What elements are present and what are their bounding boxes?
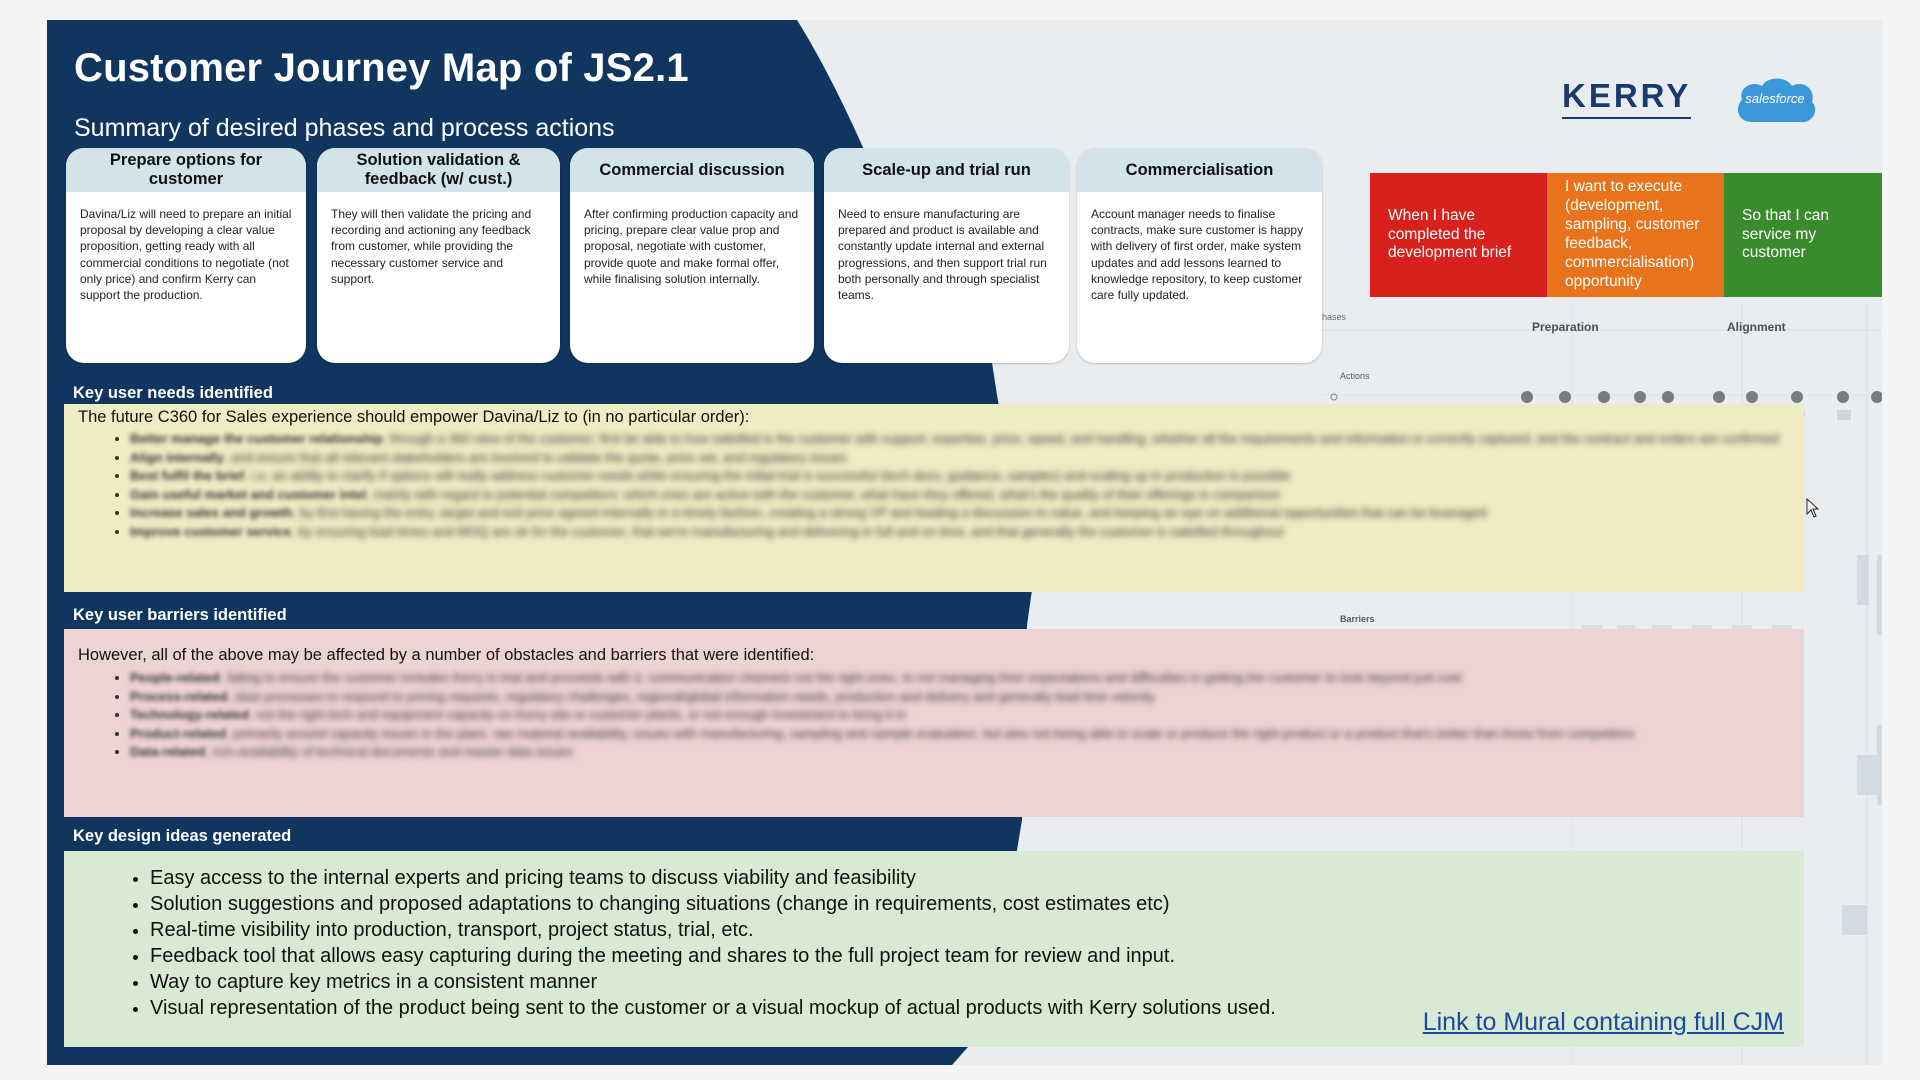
bg-map-alignment-label: Alignment [1727,320,1786,334]
barriers-list [108,669,1780,762]
phase-card-solution-validation [317,148,560,363]
journey-map-slide [47,20,1882,1065]
mouse-cursor-icon [1806,498,1820,518]
phase-card-scale-up [824,148,1069,363]
list-item: • Data-related, non-availability of technical documents and master data issues [130,743,1780,762]
bg-map-phases-label: hases [1322,312,1347,322]
list-item: • Feedback tool that allows easy capturing during the meeting and shares to the full project team for review and input. [150,943,1276,969]
list-item: • Improve customer service, by ensuring lead times and MOQ are ok for the customer, that we're manufacturing and delivering in full and on time, and that generally the customer is satisfied throughout [130,523,1780,542]
list-item: • Technology-related, not the right tech and equipment capacity on Kerry site or customer plants, or not enough investment to bring it in [130,706,1780,725]
phase-card-title: Scale-up and trial run [824,148,1069,192]
phase-card-body: Need to ensure manufacturing are prepared and product is available and constantly update internal and external progressions, and then support trial run both personally and through specialist teams. [838,207,1047,302]
bg-map-preparation-label: Preparation [1532,320,1599,334]
list-item: • Gain useful market and customer intel, mainly with regard to potential competitors: which ones are active with the customer, what have they offered, what's the quality of their offerings in comparison [130,486,1780,505]
ideas-panel [64,851,1804,1047]
page-title: Customer Journey Map of JS2.1 [74,46,689,90]
phase-card-title: Commercial discussion [570,148,814,192]
list-item: • Increase sales and growth, by first having the entry, target and exit price agreed internally in a timely fashion, creating a strong VP and leading a discussion to value, and keeping an eye on additional opportunities that can be leveraged [130,504,1780,523]
phase-card-prepare-options [66,148,306,363]
phase-card-title: Solution validation & feedback (w/ cust.) [317,148,560,192]
bg-map-barriers-label: Barriers [1340,614,1375,624]
list-item: • Real-time visibility into production, transport, project status, trial, etc. [150,917,1276,943]
mural-link[interactable]: Link to Mural containing full CJM [1422,1008,1784,1036]
phase-card-title: Commercialisation [1077,148,1322,192]
timeline-dots [1521,391,1882,403]
list-item: • Way to capture key metrics in a consistent manner [150,969,1276,995]
salesforce-logo-text: salesforce [1745,91,1805,106]
barriers-panel [64,629,1804,817]
jtbd-so-that-box: So that I can service my customer [1724,173,1882,297]
bg-map-actions-label: Actions [1340,371,1370,381]
phase-card-commercialisation [1077,148,1322,363]
list-item: • Best fulfil the brief, i.e. an ability to clarify if options will really address customer needs while ensuring the initial trial is successful (tech docs, guidance, samples) and scaling up in production is possible [130,467,1780,486]
jtbd-want-box: I want to execute (development, sampling, customer feedback, commercialisation) opportunity [1547,173,1724,297]
kerry-logo: KERRY [1562,77,1691,119]
list-item: • Process-related, slow processes to respond to pricing requests, regulatory challenges, regional/global information needs, production and delivery and generally lead time velocity [130,688,1780,707]
needs-list [108,430,1780,541]
list-item: • Solution suggestions and proposed adaptations to changing situations (change in requirements, cost estimates etc) [150,891,1276,917]
needs-panel [64,404,1804,592]
phase-card-body: After confirming production capacity and pricing, prepare clear value prop and proposal, negotiate with customer, provide quote and make formal offer, while finalising solution internally. [584,207,799,286]
phase-card-body: Account manager needs to finalise contracts, make sure customer is happy with delivery of first order, make system updates and add lessons learned to knowledge repository, to keep customer care fully updated. [1091,207,1304,302]
phase-card-title: Prepare options for customer [66,148,306,192]
needs-heading: Key user needs identified [73,384,273,402]
ideas-list [114,865,1276,1021]
barriers-heading: Key user barriers identified [73,606,287,624]
page-subtitle: Summary of desired phases and process actions [74,114,615,142]
list-item: • Better manage the customer relationship, through a 360 view of the customer, first be able to how satisfied is the customer with support, expertise, price, speed, and handling, whether all the requirements and information is correctly captured, and the contract and orders are confirmed [130,430,1780,449]
list-item: • People-related, failing to ensure the customer includes Kerry in trial and proceeds with it, communication channels not the right ones, to not managing their expectations and difficulties in getting the customer to look beyond just cost [130,669,1780,688]
phase-card-commercial-discussion [570,148,814,363]
ideas-heading: Key design ideas generated [73,827,292,845]
jtbd-when-box: When I have completed the development brief [1370,173,1547,297]
list-item: • Align internally, and ensure that all relevant stakeholders are involved to validate the quote, price set, and regulatory issues [130,449,1780,468]
phase-card-body: They will then validate the pricing and recording and actioning any feedback from customer, while providing the necessary customer service and support. [331,207,532,286]
list-item: • Easy access to the internal experts and pricing teams to discuss viability and feasibility [150,865,1276,891]
needs-intro: The future C360 for Sales experience should empower Davina/Liz to (in no particular order): [78,408,750,426]
phase-card-body: Davina/Liz will need to prepare an initial proposal by developing a clear value proposition, getting ready with all commercial conditions to negotiate (not only price) and confirm Kerry can support the production. [80,207,292,302]
list-item: • Visual representation of the product being sent to the customer or a visual mockup of actual products with Kerry solutions used. [150,995,1276,1021]
list-item: • Product-related, primarily around capacity issues in the plant, raw material availability, issues with manufacturing, sampling and sample evaluation, but also not being able to scale or produce the right product or a product that's better than those from competitors [130,725,1780,744]
barriers-intro: However, all of the above may be affected by a number of obstacles and barriers that were identified: [78,646,815,664]
